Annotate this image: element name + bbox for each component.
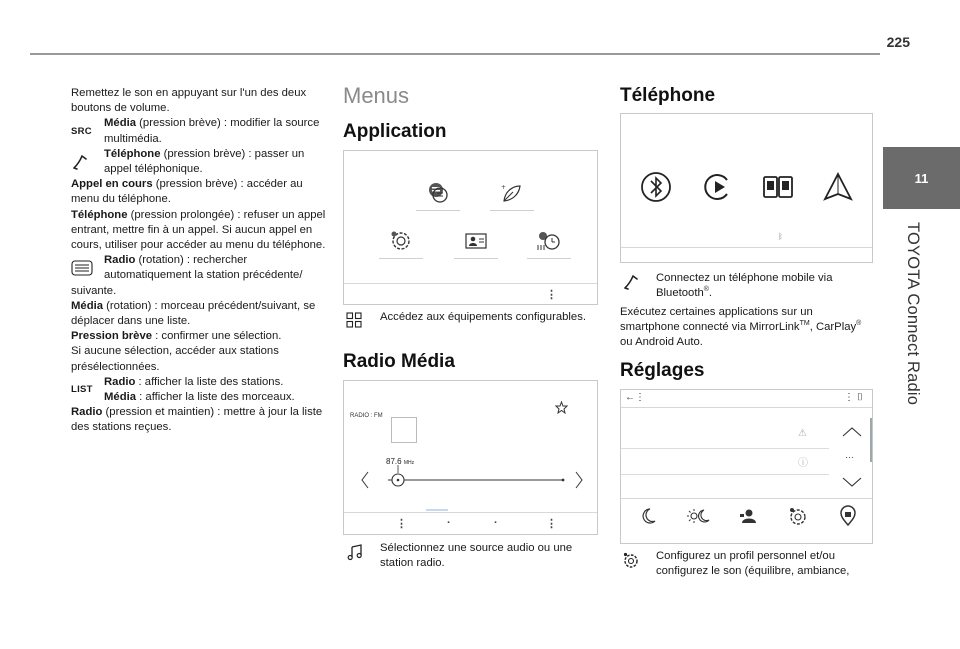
leaf-icon	[499, 181, 525, 205]
term-radio-list: Radio	[104, 375, 136, 388]
chapter-title: TOYOTA Connect Radio	[904, 222, 922, 406]
radio-menu-icon[interactable]: ⋮	[396, 518, 407, 530]
settings-screen	[620, 389, 873, 544]
application-screen	[343, 150, 598, 305]
app-cell-profile[interactable]	[454, 229, 498, 259]
gear-icon	[622, 551, 640, 569]
radio-menu-icon-2[interactable]: ⋮	[546, 518, 557, 530]
radio-dot-2[interactable]: ·	[494, 517, 498, 529]
music-note-icon	[346, 543, 364, 561]
tel-plain-reg: ®	[856, 320, 862, 328]
scrollbar[interactable]	[870, 418, 872, 462]
clock-heat-icon	[535, 229, 563, 253]
application-heading: Application	[343, 121, 447, 142]
warning-icon: ⚠	[798, 428, 807, 439]
gear-dial-icon	[388, 229, 414, 253]
star-icon[interactable]	[555, 401, 568, 414]
day-night-icon[interactable]	[687, 506, 711, 526]
term-press: Pression brève	[71, 330, 153, 343]
radio-hold-text	[71, 405, 329, 435]
tel-plain-part1: Exécutez certaines applications sur un smartphone connecté via MirrorLink	[620, 306, 813, 334]
reglages-caption-text: Configurez un profil personnel et/ou configurez le son (équilibre, ambiance,	[656, 550, 850, 578]
radio-band-label: RADIO : FM	[350, 413, 383, 419]
phone-row	[71, 147, 329, 177]
controls-column	[71, 86, 329, 436]
reglages-caption	[622, 549, 874, 579]
desc-media-short: (pression brève) : modifier la source multimédia.	[104, 117, 320, 145]
gear-settings-icon[interactable]	[787, 505, 809, 527]
tel-plain-tm: TM	[799, 320, 810, 328]
desc-radio-rot: (rotation) : rechercher automatiquement la station précédente/	[104, 254, 303, 282]
desc-call: (pression brève) : accéder au menu du téléphone.	[71, 178, 303, 206]
tel-caption-part2: .	[708, 287, 713, 300]
tuner-slider[interactable]	[358, 465, 586, 495]
app-cell-settings[interactable]	[379, 229, 423, 259]
knob-icon	[71, 260, 93, 276]
term-media: Média	[104, 117, 137, 130]
page-number: 225	[886, 34, 910, 50]
media-rot-text	[71, 299, 329, 329]
more-icon[interactable]: …	[845, 450, 854, 460]
desc-tel-long: (pression prolongée) : refuser un appel entrant, mettre fin à un appel. Si aucun appel en cours, utiliser pour accéder au menu du téléphone.	[71, 208, 326, 252]
grid-icon	[346, 312, 362, 328]
call-text	[71, 177, 329, 207]
header-rule	[30, 53, 880, 55]
kebab-menu-icon[interactable]: ⋮	[546, 289, 557, 301]
page-indicator	[426, 509, 448, 511]
telephone-heading: Téléphone	[620, 85, 716, 106]
intro-text: Remettez le son en appuyant sur l'un des deux boutons de volume.	[71, 87, 307, 115]
reglages-heading: Réglages	[620, 360, 705, 381]
privacy-location-icon[interactable]	[837, 505, 859, 527]
term-radio: Radio	[104, 254, 136, 267]
info-icon: ⓘ	[798, 458, 808, 469]
app-cell-timer[interactable]	[527, 229, 571, 259]
phone-icon	[71, 153, 89, 171]
application-caption	[346, 310, 601, 328]
application-caption-text: Accédez aux équipements configurables.	[380, 311, 586, 323]
tel-long-text	[71, 208, 329, 254]
desc-media-list: : afficher la liste des morceaux.	[136, 391, 295, 404]
desc-media-rot: (rotation) : morceau précédent/suivant, se déplacer dans une liste.	[71, 299, 316, 328]
bluetooth-phone-icon[interactable]	[639, 170, 673, 204]
desc-radio-hold: (pression et maintien) : mettre à jour la liste des stations reçues.	[71, 406, 323, 434]
list-row	[71, 375, 329, 405]
term-media-list: Média	[104, 391, 137, 404]
list-label: LIST	[71, 384, 93, 396]
tel-caption-part1: Connectez un téléphone mobile via Bluetooth	[656, 272, 833, 300]
menus-heading: Menus	[343, 83, 410, 108]
frequency-unit: MHz	[403, 460, 415, 466]
radio-rot-cont: suivante.	[71, 284, 117, 297]
src-row	[71, 116, 329, 146]
bluetooth-status-icon: ᛒ	[778, 232, 783, 241]
tel-plain-part2: , CarPlay	[809, 321, 857, 334]
mirrorlink-icon[interactable]	[761, 170, 795, 204]
station-artwork	[391, 417, 417, 443]
settings-menu-icon[interactable]: ⋮ ⌷	[844, 392, 863, 403]
radio-row	[71, 253, 329, 283]
radio-caption-text: Sélectionnez une source audio ou une station radio.	[380, 542, 573, 570]
scroll-down-icon[interactable]	[841, 476, 863, 488]
term-telephone: Téléphone	[104, 147, 161, 160]
chapter-tab[interactable]: 11	[883, 147, 960, 209]
tel-plain-part3: ou Android Auto.	[620, 336, 703, 349]
night-mode-icon[interactable]	[638, 506, 658, 526]
svg-text:+: +	[501, 184, 507, 191]
term-media-rot: Média	[71, 299, 104, 312]
android-auto-icon[interactable]	[821, 170, 855, 204]
radio-media-heading: Radio Média	[343, 351, 455, 372]
carplay-icon[interactable]	[701, 170, 735, 204]
telephone-caption-text	[656, 271, 874, 301]
term-telephone-long: Téléphone	[71, 208, 128, 221]
desc-tel-short: (pression brève) : passer un appel téléphonique.	[104, 147, 305, 176]
telephone-apps-text	[620, 305, 875, 351]
frequency-value: 87.6	[386, 457, 402, 466]
radio-dot-1[interactable]: ·	[447, 517, 451, 529]
term-radio-hold: Radio	[71, 406, 103, 419]
message-icon	[425, 181, 451, 205]
press-text	[71, 329, 329, 344]
phone-icon-caption	[622, 273, 640, 291]
src-label: SRC	[71, 125, 92, 137]
nosel-text: Si aucune sélection, accéder aux stations présélectionnées.	[71, 345, 279, 373]
telephone-screen	[620, 113, 873, 263]
term-call: Appel en cours	[71, 178, 153, 191]
desc-press: : confirmer une sélection.	[152, 330, 282, 343]
radio-caption	[346, 541, 601, 571]
app-cell-messages[interactable]	[416, 181, 460, 211]
back-arrow-icon[interactable]: ←⋮	[625, 392, 645, 403]
telephone-caption	[622, 271, 874, 301]
desc-radio-list: : afficher la liste des stations.	[135, 375, 284, 388]
profile-icon[interactable]	[738, 506, 758, 526]
radio-screen	[343, 380, 598, 535]
profile-card-icon	[463, 229, 489, 253]
scroll-up-icon[interactable]	[841, 426, 863, 438]
tel-caption-reg: ®	[703, 286, 709, 294]
app-cell-eco[interactable]	[490, 181, 534, 211]
